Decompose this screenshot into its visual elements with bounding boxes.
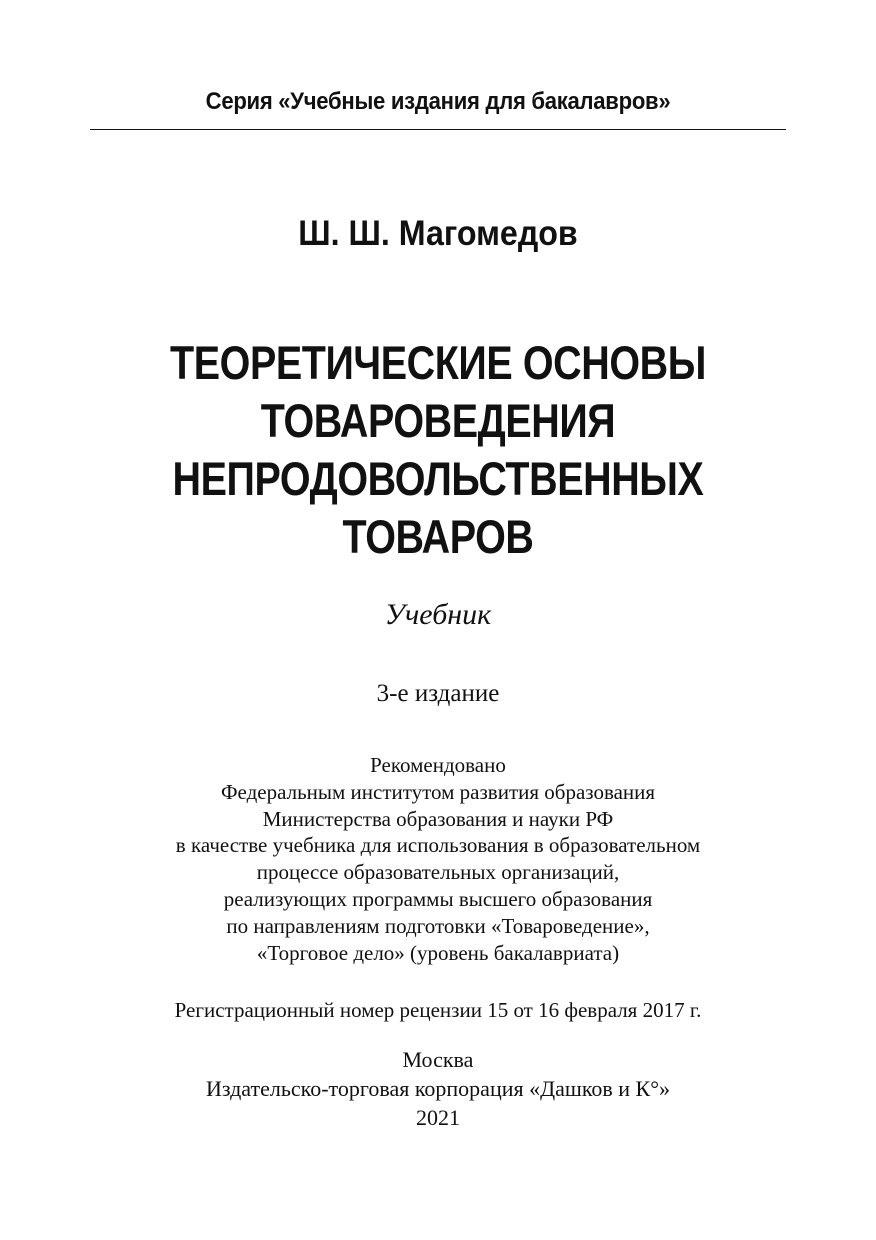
imprint-city: Москва — [402, 1047, 474, 1072]
imprint-publisher: Издательско-торговая корпорация «Дашков и К°» — [205, 1076, 671, 1101]
book-title-line: ТОВАРОВЕДЕНИЯ — [260, 394, 616, 447]
recommendation-line: реализующих программы высшего образования — [223, 886, 653, 911]
book-title-line: НЕПРОДОВОЛЬСТВЕННЫХ — [172, 452, 704, 505]
book-title — [0, 334, 876, 566]
recommendation-line: по направлениям подготовки «Товароведение», — [226, 913, 650, 938]
imprint-year: 2021 — [416, 1105, 460, 1130]
genre-label: Учебник — [384, 598, 492, 631]
edition-label: 3-е издание — [376, 680, 500, 707]
author-name: Ш. Ш. Магомедов — [298, 214, 578, 253]
recommendation-line: Федеральным институтом развития образования — [220, 779, 656, 804]
imprint-block — [0, 1045, 876, 1132]
series-heading: Серия «Учебные издания для бакалавров» — [205, 88, 671, 115]
recommendation-line: процессе образовательных организаций, — [256, 860, 620, 885]
recommendation-line: в качестве учебника для использования в образовательном — [175, 833, 701, 858]
registration-number: Регистрационный номер рецензии 15 от 16 февраля 2017 г. — [174, 998, 702, 1022]
recommendation-line: «Торговое дело» (уровень бакалавриата) — [256, 940, 620, 965]
recommendation-line: Министерства образования и науки РФ — [262, 806, 614, 831]
book-title-line: ТЕОРЕТИЧЕСКИЕ ОСНОВЫ — [170, 336, 706, 389]
book-title-line: ТОВАРОВ — [342, 510, 534, 563]
divider-rule — [90, 129, 786, 130]
recommendation-line: Рекомендовано — [370, 753, 506, 777]
recommendation-block — [0, 752, 876, 966]
